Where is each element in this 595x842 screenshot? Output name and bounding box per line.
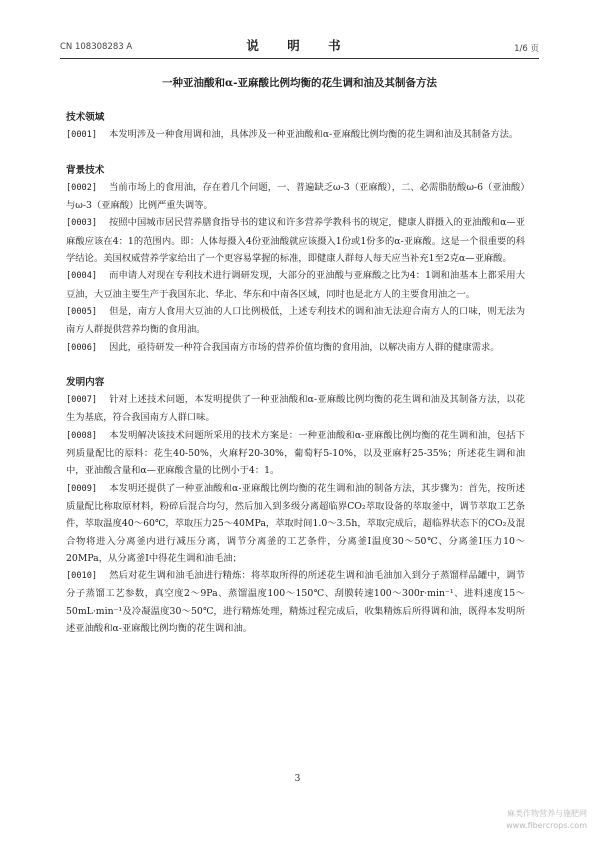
- paragraph-text: 当前市场上的食用油，存在着几个问题，一、普遍缺乏ω-3（亚麻酸），二、必需脂肪酸ω-6（亚油酸）与ω-3（亚麻酸）比例严重失调等。: [66, 181, 525, 212]
- paragraph: [66, 126, 525, 144]
- paragraph-number: [0007]: [66, 395, 98, 406]
- paragraph: [66, 567, 525, 637]
- section-heading: 技术领域: [66, 112, 105, 123]
- page-header: [60, 36, 539, 56]
- paragraph-number: [0003]: [66, 218, 98, 229]
- publication-number: CN 108308283 A: [60, 42, 133, 52]
- header-divider: [60, 58, 539, 59]
- paragraph-text: 本发明涉及一种食用调和油，具体涉及一种亚油酸和α-亚麻酸比例均衡的花生调和油及其制备方法。: [109, 129, 519, 141]
- paragraph-text: 但是，南方人食用大豆油的人口比例极低，上述专利技术的调和油无法迎合南方人的口味，则无法为南方人群提供营养均衡的食用油。: [66, 305, 525, 336]
- paragraph-number: [0010]: [66, 571, 98, 582]
- doc-type-label: 说 明 书: [246, 38, 353, 53]
- paragraph-number: [0009]: [66, 483, 98, 494]
- section-spacer: [66, 145, 525, 162]
- paragraph-text: 本发明解决该技术问题所采用的技术方案是：一种亚油酸和α-亚麻酸比例均衡的花生调和油，包括下列质量配比的原料：花生40-50%，火麻籽20-30%，葡萄籽5-10%，以及亚麻籽25-35%；所述花生调和油中，亚油酸含量和α—亚麻酸含量的比例小于4：1。: [66, 429, 525, 477]
- paragraph-number: [0004]: [66, 271, 98, 282]
- paragraph: [66, 303, 525, 339]
- paragraph-text: 而申请人对现在专利技术进行调研发现，大部分的亚油酸与亚麻酸之比为4：1调和油基本上都采用大豆油，大豆油主要生产于我国东北、华北、华东和中南各区域，同时也是北方人的主要食用油之一。: [66, 270, 525, 300]
- paragraph: [66, 427, 525, 480]
- watermark-name: 麻类作物营养与施肥网: [507, 809, 587, 818]
- paragraph-text: 针对上述技术问题，本发明提供了一种亚油酸和α-亚麻酸比例均衡的花生调和油及其制备方法，以花生为基底，符合我国南方人群口味。: [66, 394, 525, 424]
- paragraph-text: 因此，亟待研发一种符合我国南方市场的营养价值均衡的食用油，以解决南方人群的健康需求。: [109, 341, 500, 353]
- paragraph: [66, 391, 525, 427]
- paragraph-number: [0008]: [66, 430, 98, 441]
- paragraph: [66, 267, 525, 303]
- paragraph-number: [0005]: [66, 306, 98, 317]
- paragraph-text: 然后对花生调和油毛油进行精炼：将萃取所得的所述花生调和油毛油加入到分子蒸馏样品罐中，调节分子蒸馏工艺参数，真空度2～9Pa、蒸馏温度100～150℃、刮膜转速100～300r·min⁻¹、进料速度15～50mL·min⁻¹及冷凝温度30～50℃，进行精炼处理，精炼过程完成后，收集精炼后所得调和油，既得本发明所述亚油酸和α-亚麻酸比例均衡的花生调和油。: [66, 570, 525, 635]
- section-heading: 发明内容: [66, 376, 105, 388]
- document-body: [66, 109, 525, 637]
- paragraph-text: 本发明还提供了一种亚油酸和α-亚麻酸比例均衡的花生调和油的制备方法，其步骤为：首先，按所述质量配比称取原材料，粉碎后混合均匀，然后加入到多级分离超临界CO₂萃取设备的萃取釜中，调节萃取工艺条件，萃取温度40～60℃，萃取压力25～40MPa，萃取时间1.0～3.5h，萃取完成后，超临界状态下的CO₂及混合物将进入分离釜内进行减压分离，调节分离釜的工艺条件，分离釜Ⅰ温度30～50℃、分离釜Ⅰ压力10～20MPa，从分离釜Ⅰ中得花生调和油毛油；: [66, 482, 525, 564]
- document-title: 一种亚油酸和α-亚麻酸比例均衡的花生调和油及其制备方法: [162, 77, 437, 89]
- paragraph: [66, 480, 525, 567]
- watermark: [506, 808, 587, 832]
- paragraph: [66, 179, 525, 215]
- paragraph-number: [0006]: [66, 342, 98, 353]
- section-spacer: [66, 357, 525, 374]
- page-info: 1/6 页: [514, 44, 539, 54]
- paragraph-number: [0001]: [66, 130, 98, 141]
- paragraph: [66, 339, 525, 357]
- paragraph: [66, 214, 525, 267]
- paragraph-number: [0002]: [66, 182, 98, 193]
- section-heading: 背景技术: [66, 164, 105, 176]
- page-number: 3: [294, 774, 301, 784]
- watermark-url: www.fibercrops.com: [506, 821, 587, 830]
- paragraph-text: 按照中国城市居民营养膳食指导书的建议和许多营养学教科书的规定，健康人群摄入的亚油酸和α—亚麻酸应该在4：1的范围内。即：人体每摄入4份亚油酸就应该摄入1份或1份多的α-亚麻酸。这是一个很重要的科学结论。美国权威营养学家给出了一个更容易掌握的标准，即健康人群每人每天应当补充1至2克α—亚麻酸。: [66, 217, 525, 265]
